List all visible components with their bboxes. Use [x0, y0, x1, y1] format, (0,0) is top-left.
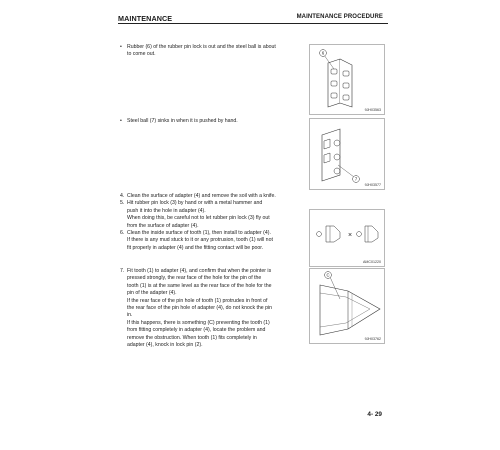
text-line: to come out.: [127, 51, 156, 58]
text-line: If there is any mud stuck to it or any protrusion, tooth (1) will not: [127, 237, 273, 244]
text-line: When doing this, be careful not to let rubber pin lock (3) fly out: [127, 215, 270, 222]
bullet-marker: •: [120, 44, 122, 50]
tooth-adapter-illustration: [310, 210, 384, 266]
text-line: push it into the hole in adapter (4).: [127, 207, 206, 214]
figure-code: AMC01220: [363, 260, 381, 264]
text-line: adapter (4), knock in lock pin (2).: [127, 342, 203, 349]
text-line: tooth (1) is at the same level as the rear face of the hole for the: [127, 282, 272, 289]
callout-label: 7: [354, 176, 358, 182]
text-line: Clean the surface of adapter (4) and remove the soil with a knife.: [127, 193, 276, 199]
figure-code: 9JH03563: [364, 108, 381, 112]
bullet-marker: •: [120, 118, 122, 124]
text-line: Hit rubber pin lock (3) by hand or with a metal hammer and: [127, 200, 263, 207]
figure-tooth-fit: [309, 268, 385, 344]
tooth-fit-illustration: [310, 269, 384, 343]
section-header: MAINTENANCE: [118, 14, 173, 23]
callout-label: 6: [321, 50, 325, 56]
text-line: pressed strongly, the rear face of the hole for the pin of the: [127, 275, 262, 282]
step-number: 6.: [120, 230, 125, 236]
step-number: 7.: [120, 268, 125, 274]
text-line: the rear face of the pin hole of adapter (4), do not knock the pin: [127, 305, 273, 312]
step-text: [127, 268, 305, 349]
text-line: from the surface of adapter (4).: [127, 222, 199, 229]
step-number: 5.: [120, 200, 125, 207]
figure-rubber-pin-lock: [309, 44, 385, 115]
text-line: Clean the inside surface of tooth (1), then install to adapter (4).: [127, 230, 271, 236]
callout-label: C: [326, 272, 330, 278]
text-line: pin of the adapter (4).: [127, 290, 177, 297]
text-line: remove the obstruction. When tooth (1) fits completely in: [127, 334, 257, 341]
text-line: Fit tooth (1) to adapter (4), and confirm that when the pointer is: [127, 268, 272, 274]
step-number: 4.: [120, 193, 125, 199]
step-text: [127, 230, 305, 252]
text-line: Rubber (6) of the rubber pin lock is out and the steel ball is about: [127, 44, 276, 50]
figure-code: 9JH03577: [364, 183, 381, 187]
text-line: fit properly in adapter (4) and the fitting contact will be poor.: [127, 244, 264, 251]
bullet-text: [127, 118, 305, 125]
text-line: If this happens, there is something (C) preventing the tooth (1): [127, 319, 270, 326]
figure-steel-ball: [309, 118, 385, 190]
rubber-pin-lock-illustration: [310, 45, 384, 114]
figure-tooth-adapter: [309, 209, 385, 267]
page-number: 4- 29: [367, 411, 382, 418]
steel-ball-illustration: [310, 119, 384, 189]
text-line: If the rear face of the pin hole of tooth (1) protrudes in front of: [127, 297, 268, 304]
text-line: in.: [127, 312, 133, 319]
header-rule: [118, 23, 388, 24]
text-line: from fitting completely in adapter (4), locate the problem and: [127, 327, 266, 334]
step-text: [127, 200, 305, 230]
bullet-text: [127, 44, 305, 59]
step-text: [127, 193, 357, 200]
page-header-title: MAINTENANCE PROCEDURE: [296, 14, 383, 20]
cross-mark: ×: [347, 232, 353, 239]
text-line: Steel ball (7) sinks in when it is pushed by hand.: [127, 118, 238, 124]
figure-code: 9JH03762: [364, 337, 381, 341]
